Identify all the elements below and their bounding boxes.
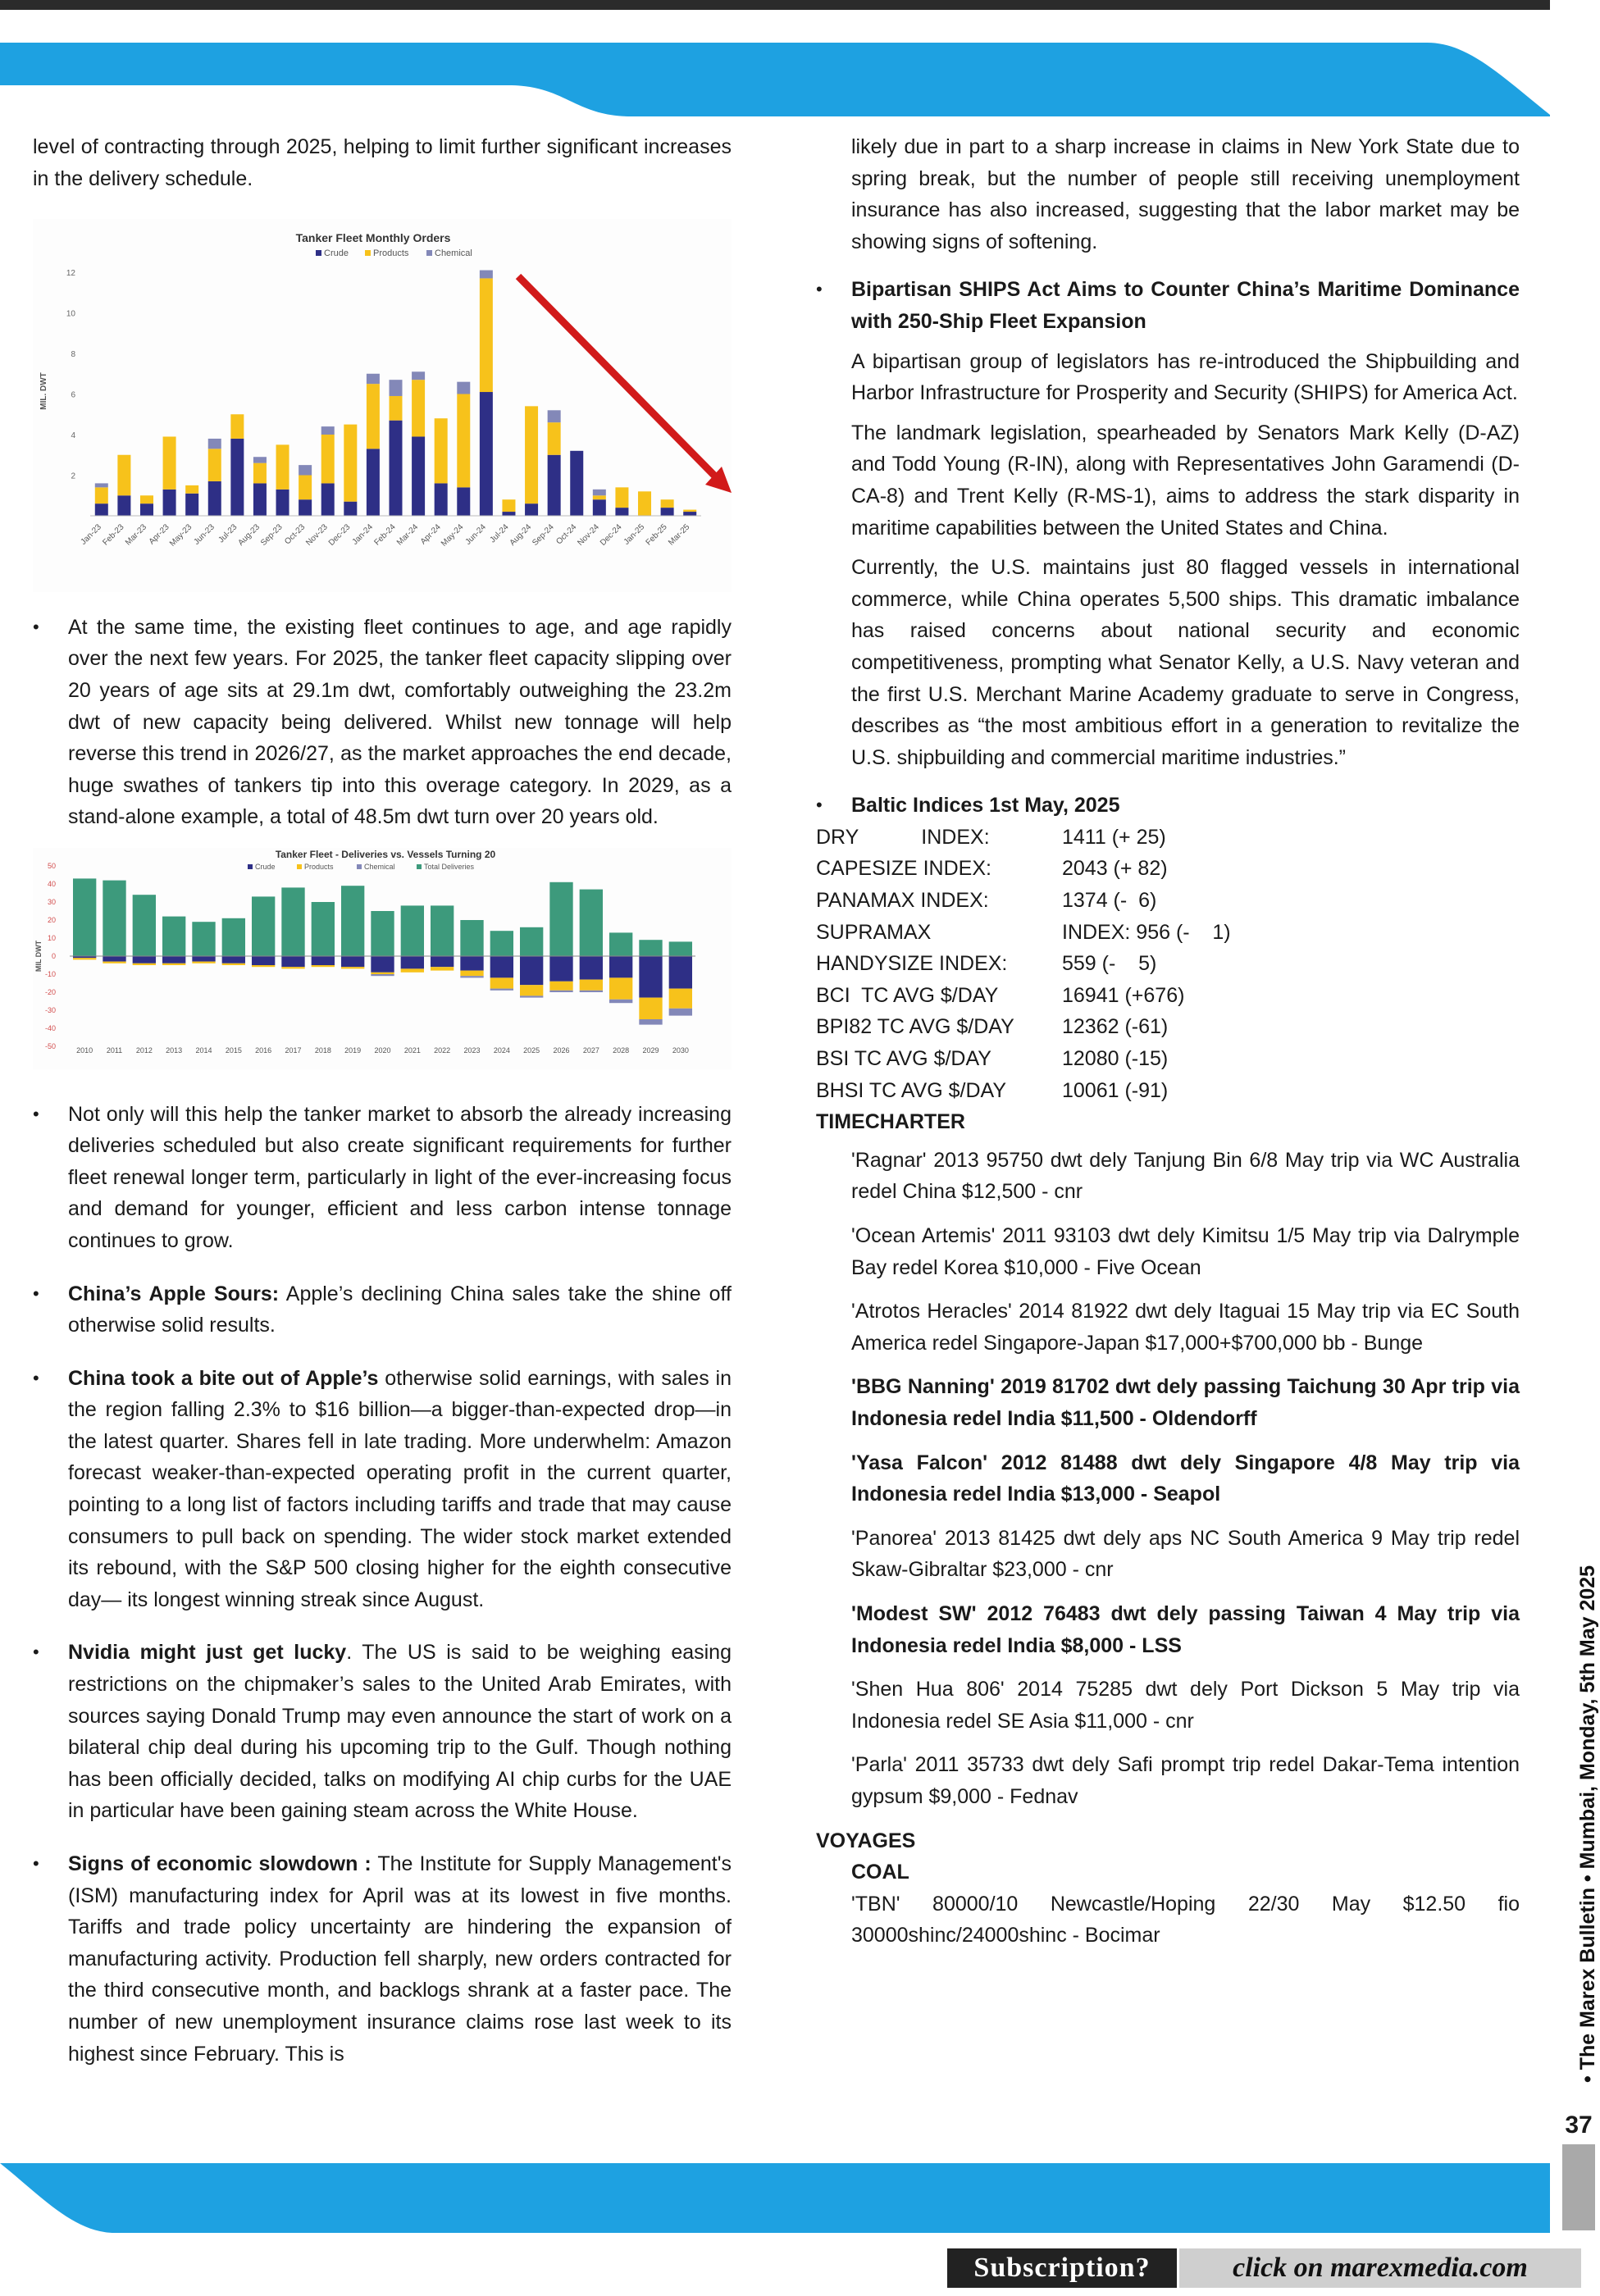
bar-segment-crude <box>580 956 603 980</box>
bar-segment-chemical <box>549 991 572 992</box>
y-tick-label: 30 <box>47 897 56 906</box>
bar-segment-products <box>593 495 606 499</box>
bar-segment-products <box>549 982 572 991</box>
bullet-icon: • <box>33 1282 39 1304</box>
bullet-heading: Nvidia might just get lucky <box>68 1641 347 1665</box>
bar-segment-chemical <box>480 271 493 279</box>
y-tick-label: 6 <box>71 390 75 400</box>
index-value: 12362 (-61) <box>1062 1015 1169 1039</box>
x-tick-label: 2018 <box>314 1046 331 1055</box>
bar-segment-products <box>103 962 125 963</box>
timecharter-entry: 'Shen Hua 806' 2014 75285 dwt dely Port Dickson 5 May trip via Indonesia redel SE Asia $11,000 - cnr <box>851 1678 1520 1733</box>
bar-segment-crude <box>401 956 424 968</box>
x-tick-label: 2015 <box>225 1046 242 1055</box>
page-number: 37 <box>1565 2112 1593 2139</box>
bar-segment-products <box>683 510 696 512</box>
intro-paragraph: level of contracting through 2025, helping to limit further significant increases in the delivery schedule. <box>33 135 732 190</box>
y-tick-label: 10 <box>47 933 56 942</box>
y-tick-label: 4 <box>71 431 75 441</box>
index-value: 10061 (-91) <box>1062 1078 1169 1102</box>
left-column <box>33 131 732 2070</box>
bar-total-deliveries <box>431 905 454 956</box>
index-value: 1374 (- 6) <box>1062 889 1157 913</box>
bar-segment-products <box>525 407 538 504</box>
bar-segment-chemical <box>520 995 543 997</box>
timecharter-heading: TIMECHARTER <box>816 1110 965 1134</box>
x-tick-label: 2026 <box>553 1046 570 1055</box>
bullet-icon: • <box>33 1853 39 1874</box>
bar-segment-crude <box>252 956 275 965</box>
bar-segment-crude <box>341 956 364 967</box>
x-tick-label: Jun-23 <box>192 522 217 547</box>
bar-segment-crude <box>95 503 108 516</box>
index-value: INDEX: 956 (- 1) <box>1062 920 1231 944</box>
bar-segment-crude <box>520 956 543 985</box>
bar-total-deliveries <box>222 918 245 956</box>
bar-segment-crude <box>431 956 454 967</box>
bar-segment-crude <box>412 437 425 517</box>
x-tick-label: Nov-24 <box>576 522 601 549</box>
bar-total-deliveries <box>103 881 125 956</box>
legend-label: Crude <box>324 248 349 259</box>
x-tick-label: Apr-23 <box>147 522 171 547</box>
bar-segment-products <box>192 962 215 963</box>
bar-segment-crude <box>502 512 515 516</box>
bullet-ships-act <box>816 274 1520 337</box>
bar-segment-products <box>162 963 185 965</box>
bar-total-deliveries <box>162 917 185 956</box>
bullet-text: otherwise solid earnings, with sales in the region falling 2.3% to $16 billion—a bigger-than-expected drop—in the latest quarter. Shares fell in late trading. More underwhelm: Amazon forecast weaker-than-expected operating profit in the current quarter, pointing to a long list of factors including tariffs and trade that may cause consumers to pull back on spending. The wider stock market extended its rebound, with the S&P 500 closing higher for the eighth consecutive day— its longest winning streak since August. <box>68 1366 732 1611</box>
top-bar <box>0 0 1550 10</box>
coal-entry: 'TBN' 80000/10 Newcastle/Hoping 22/30 May $12.50 fio 30000shinc/24000shinc - Bocimar <box>851 1892 1520 1947</box>
bar-segment-chemical <box>490 989 513 991</box>
bar-segment-chemical <box>95 484 108 488</box>
bar-segment-products <box>638 491 651 516</box>
x-tick-label: 2019 <box>344 1046 362 1055</box>
deliveries-vs-turning-20-chart <box>33 848 732 1069</box>
bar-total-deliveries <box>549 882 572 956</box>
legend-label: Chemical <box>435 248 472 259</box>
timecharter-entry: 'Panorea' 2013 81425 dwt dely aps NC South America 9 May trip redel Skaw-Gibraltar $23,000 - cnr <box>851 1526 1520 1582</box>
bar-segment-crude <box>281 956 304 967</box>
bar-segment-products <box>609 977 632 999</box>
bullet-text: Not only will this help the tanker market to absorb the already increasing deliveries scheduled but also create significant requirements for further fleet renewal longer term, particularly in light of the ever-increasing focus and demand for younger, efficient and less carbon intense tonnage continues to grow. <box>68 1102 732 1252</box>
bar-segment-crude <box>480 392 493 516</box>
legend-swatch <box>316 250 321 256</box>
bar-total-deliveries <box>460 920 483 956</box>
x-tick-label: Feb-23 <box>101 522 126 548</box>
bar-segment-crude <box>185 494 198 516</box>
x-tick-label: 2011 <box>106 1046 123 1055</box>
bar-segment-crude <box>192 956 215 962</box>
x-tick-label: Jan-24 <box>350 522 376 547</box>
y-tick-label: 20 <box>47 915 56 924</box>
bar-segment-chemical <box>253 457 267 462</box>
x-tick-label: 2021 <box>403 1046 421 1055</box>
x-tick-label: 2022 <box>434 1046 451 1055</box>
bar-segment-crude <box>548 455 561 516</box>
legend-label: Total Deliveries <box>424 862 475 871</box>
bar-segment-crude <box>133 956 156 963</box>
x-tick-label: Mar-25 <box>667 522 692 548</box>
bar-segment-crude <box>140 503 153 516</box>
bar-segment-chemical <box>299 465 312 475</box>
y-tick-label: -50 <box>44 1041 56 1050</box>
bar-segment-crude <box>525 503 538 516</box>
bar-total-deliveries <box>341 886 364 956</box>
legend-label: Products <box>304 862 334 871</box>
index-value: 2043 (+ 82) <box>1062 857 1168 881</box>
x-tick-label: 2020 <box>374 1046 391 1055</box>
x-tick-label: Jun-24 <box>463 522 488 547</box>
y-tick-label: 8 <box>71 350 75 360</box>
bar-segment-crude <box>208 481 221 516</box>
bullet-baltic <box>816 790 1520 822</box>
bar-segment-crude <box>163 490 176 516</box>
bar-segment-products <box>341 967 364 968</box>
x-tick-label: 2017 <box>285 1046 302 1055</box>
y-tick-label: 50 <box>47 861 56 870</box>
chart-title: Tanker Fleet Monthly Orders <box>295 231 451 245</box>
bar-segment-chemical <box>609 1000 632 1003</box>
bar-segment-products <box>580 980 603 991</box>
bar-segment-products <box>95 488 108 504</box>
bar-segment-products <box>435 418 448 483</box>
bar-segment-chemical <box>412 371 425 380</box>
bar-segment-crude <box>593 499 606 516</box>
timecharter-entry: 'Yasa Falcon' 2012 81488 dwt dely Singapore 4/8 May trip via Indonesia redel India $13,000 - Seapol <box>851 1451 1520 1506</box>
timecharter-entry: 'Atrotos Heracles' 2014 81922 dwt dely Itaguai 15 May trip via EC South America redel Singapore-Japan $17,000+$700,000 bb - Bunge <box>851 1300 1520 1355</box>
bar-segment-products <box>661 499 674 508</box>
monthly-orders-chart <box>33 219 732 592</box>
sidebar-title: • The Marex Bulletin • Mumbai, Monday, 5th May 2025 <box>1576 1565 1599 2083</box>
index-name: SUPRAMAX <box>816 920 932 944</box>
bar-segment-crude <box>669 956 692 989</box>
x-tick-label: Jul-24 <box>488 522 511 545</box>
bar-total-deliveries <box>133 895 156 956</box>
bar-segment-products <box>457 394 470 488</box>
index-name: DRY INDEX: <box>816 825 990 849</box>
bullet-apple-sours <box>33 1278 732 1342</box>
x-tick-label: 2012 <box>135 1046 153 1055</box>
bar-segment-crude <box>435 484 448 517</box>
bar-segment-crude <box>367 449 380 517</box>
bar-segment-chemical <box>460 976 483 977</box>
bar-segment-products <box>367 384 380 449</box>
bar-segment-crude <box>117 495 130 516</box>
timecharter-entry: 'Parla' 2011 35733 dwt dely Safi prompt trip redel Dakar-Tema intention gypsum $9,000 - Fednav <box>851 1753 1520 1808</box>
legend-swatch <box>365 250 371 256</box>
bar-total-deliveries <box>639 940 662 956</box>
bar-segment-products <box>344 425 357 502</box>
bullet-icon: • <box>33 616 39 637</box>
bar-segment-products <box>460 971 483 977</box>
subscription-label: Subscription? <box>947 2248 1177 2288</box>
y-tick-label: -30 <box>44 1005 56 1014</box>
bar-segment-products <box>117 455 130 496</box>
bar-segment-products <box>208 449 221 482</box>
x-tick-label: Oct-23 <box>283 522 308 547</box>
legend-label: Products <box>373 248 409 259</box>
bar-segment-crude <box>321 484 335 517</box>
y-axis-label: MIL DWT <box>34 940 43 973</box>
coal-heading: COAL <box>851 1861 909 1884</box>
index-value: 12080 (-15) <box>1062 1047 1169 1071</box>
bar-segment-crude <box>103 956 125 962</box>
bullet-icon: • <box>816 795 823 816</box>
legend-swatch <box>357 864 362 869</box>
legend-label: Chemical <box>364 862 395 871</box>
bar-total-deliveries <box>312 902 335 956</box>
bar-segment-crude <box>276 490 289 516</box>
index-name: PANAMAX INDEX: <box>816 889 989 913</box>
bullet-icon: • <box>33 1103 39 1124</box>
timecharter-entry: 'Ocean Artemis' 2011 93103 dwt dely Kimitsu 1/5 May trip via Dalrymple Bay redel Korea $10,000 - Five Ocean <box>851 1224 1520 1279</box>
bar-segment-crude <box>299 499 312 516</box>
bar-segment-crude <box>460 956 483 971</box>
index-name: BSI TC AVG $/DAY <box>816 1047 991 1071</box>
x-tick-label: Dec-24 <box>598 522 624 549</box>
bar-segment-crude <box>371 956 394 973</box>
bar-segment-crude <box>661 508 674 516</box>
x-tick-label: 2016 <box>255 1046 272 1055</box>
x-tick-label: Feb-24 <box>372 522 398 548</box>
bar-segment-chemical <box>669 1009 692 1016</box>
index-value: 559 (- 5) <box>1062 952 1157 976</box>
x-tick-label: 2027 <box>582 1046 599 1055</box>
bar-segment-products <box>480 279 493 393</box>
x-tick-label: May-24 <box>440 522 466 549</box>
bar-segment-products <box>230 414 244 439</box>
bar-total-deliveries <box>281 887 304 956</box>
bar-segment-crude <box>639 956 662 998</box>
x-tick-label: 2030 <box>672 1046 689 1055</box>
bullet-heading: China took a bite out of Apple’s <box>68 1366 379 1390</box>
bullet-icon: • <box>33 1642 39 1663</box>
x-tick-label: Apr-24 <box>418 522 443 547</box>
bar-segment-chemical <box>321 426 335 435</box>
x-tick-label: 2025 <box>523 1046 540 1055</box>
bullet-nvidia <box>33 1637 732 1827</box>
bar-segment-products <box>312 965 335 967</box>
legend-swatch <box>417 864 422 869</box>
y-tick-label: -40 <box>44 1023 56 1032</box>
ships-paragraph-1: A bipartisan group of legislators has re-introduced the Shipbuilding and Harbor Infrastructure for Prosperity and Security (SHIPS) for America Act. <box>851 349 1520 405</box>
bar-total-deliveries <box>252 896 275 956</box>
continued-paragraph: likely due in part to a sharp increase in claims in New York State due to spring break, but the number of people still receiving unemployment insurance has also increased, suggesting that the labor market may be showing signs of softening. <box>851 135 1520 253</box>
bar-segment-crude <box>230 439 244 516</box>
bar-segment-products <box>222 963 245 965</box>
x-tick-label: Sep-24 <box>531 522 556 549</box>
bar-segment-products <box>73 958 96 959</box>
bar-total-deliveries <box>73 878 96 956</box>
y-tick-label: -20 <box>44 987 56 996</box>
bar-segment-products <box>502 499 515 512</box>
bar-segment-products <box>371 973 394 974</box>
bar-segment-chemical <box>371 974 394 976</box>
x-tick-label: Aug-24 <box>508 522 534 549</box>
bar-total-deliveries <box>580 890 603 956</box>
bar-total-deliveries <box>609 932 632 956</box>
bar-segment-products <box>548 422 561 455</box>
x-tick-label: Mar-24 <box>395 522 421 548</box>
bullet-icon: • <box>33 1367 39 1388</box>
bar-segment-products <box>490 977 513 988</box>
footer-wave <box>0 2163 1550 2233</box>
bar-segment-crude <box>312 956 335 965</box>
bar-segment-crude <box>615 508 628 516</box>
y-axis-label: MIL. DWT <box>39 372 48 410</box>
index-name: HANDYSIZE INDEX: <box>816 952 1008 976</box>
y-tick-label: 0 <box>51 951 56 960</box>
y-tick-label: 40 <box>47 879 56 888</box>
bar-segment-crude <box>344 502 357 516</box>
timecharter-entry: 'Ragnar' 2013 95750 dwt dely Tanjung Bin 6/8 May trip via WC Australia redel China $12,500 - cnr <box>851 1148 1520 1204</box>
bullet-fleet-age <box>33 612 732 833</box>
bar-segment-chemical <box>593 490 606 495</box>
x-tick-label: Oct-24 <box>554 522 579 547</box>
bar-segment-products <box>276 445 289 490</box>
x-tick-label: 2023 <box>463 1046 481 1055</box>
x-tick-label: 2014 <box>195 1046 212 1055</box>
bullet-heading: China’s Apple Sours: <box>68 1282 280 1305</box>
x-tick-label: Feb-25 <box>644 522 669 548</box>
bar-segment-products <box>281 967 304 968</box>
bullet-heading: Signs of economic slowdown : <box>68 1852 372 1875</box>
bullet-apple-china <box>33 1363 732 1616</box>
y-tick-label: -10 <box>44 969 56 978</box>
bar-segment-chemical <box>457 382 470 394</box>
chart-title: Tanker Fleet - Deliveries vs. Vessels Turning 20 <box>275 848 496 860</box>
legend-swatch <box>248 864 253 869</box>
bar-total-deliveries <box>371 911 394 956</box>
index-name: BHSI TC AVG $/DAY <box>816 1078 1007 1102</box>
bar-segment-crude <box>162 956 185 963</box>
bullet-fleet-renewal <box>33 1099 732 1257</box>
bar-segment-chemical <box>208 439 221 449</box>
bar-segment-products <box>389 396 402 421</box>
bar-segment-products <box>299 476 312 500</box>
bullet-text: The Institute for Supply Management's (ISM) manufacturing index for April was at its lowest in five months. Tariffs and trade policy uncertainty are hindering the expansion of manufacturing activity. Production fell sharply, new orders contracted for the third consecutive month, and backlogs shrank at a faster pace. The number of new unemployment insurance claims rose last week to its highest since February. This is <box>68 1852 732 2066</box>
bar-segment-crude <box>457 488 470 517</box>
index-name: BCI TC AVG $/DAY <box>816 983 999 1007</box>
bar-total-deliveries <box>520 927 543 956</box>
bullet-text: Apple’s declining China sales take the shine off otherwise solid results. <box>68 1282 732 1337</box>
bar-segment-crude <box>683 512 696 516</box>
x-tick-label: Dec-23 <box>326 522 353 549</box>
x-tick-label: 2028 <box>613 1046 630 1055</box>
bar-segment-crude <box>609 956 632 977</box>
index-value: 16941 (+676) <box>1062 983 1185 1007</box>
index-name: CAPESIZE INDEX: <box>816 857 991 881</box>
bar-segment-products <box>163 437 176 490</box>
right-column <box>816 131 1520 1952</box>
x-tick-label: 2010 <box>76 1046 93 1055</box>
bar-segment-crude <box>570 451 583 516</box>
bar-segment-products <box>401 968 424 972</box>
bar-segment-products <box>669 989 692 1009</box>
bullet-slowdown <box>33 1848 732 2070</box>
x-tick-label: Mar-23 <box>123 522 149 548</box>
legend-swatch <box>297 864 302 869</box>
bar-segment-products <box>321 435 335 483</box>
x-tick-label: 2024 <box>493 1046 510 1055</box>
x-tick-label: May-23 <box>167 522 194 549</box>
ships-heading: Bipartisan SHIPS Act Aims to Counter China’s Maritime Dominance with 250-Ship Fleet Expansion <box>851 278 1520 333</box>
bar-segment-chemical <box>389 380 402 396</box>
ships-paragraph-3: Currently, the U.S. maintains just 80 flagged vessels in international commerce, while China operates 5,500 ships. This dramatic imbalance has raised concerns about national security and economic competitiveness, prompting what Senator Kelly, a U.S. Navy veteran and the first U.S. Merchant Marine Academy graduate to serve in Congress, describes as “the most ambitious effort in a generation to revitalize the U.S. shipbuilding and commercial maritime industries.” <box>851 556 1520 769</box>
bar-segment-crude <box>490 956 513 977</box>
x-tick-label: Sep-23 <box>259 522 285 549</box>
timecharter-list <box>816 1145 1520 1813</box>
bar-segment-products <box>185 485 198 494</box>
bar-segment-chemical <box>639 1019 662 1025</box>
voyages-heading: VOYAGES <box>816 1829 916 1852</box>
bar-segment-crude <box>253 484 267 517</box>
bar-segment-products <box>639 998 662 1019</box>
baltic-indices-table <box>816 822 1520 1106</box>
y-tick-label: 12 <box>66 269 75 279</box>
bar-segment-crude <box>389 421 402 516</box>
index-name: BPI82 TC AVG $/DAY <box>816 1015 1014 1039</box>
bar-segment-products <box>133 963 156 965</box>
bar-segment-chemical <box>367 374 380 384</box>
bar-total-deliveries <box>401 905 424 956</box>
bar-segment-crude <box>222 956 245 963</box>
bar-segment-products <box>252 965 275 967</box>
y-tick-label: 2 <box>71 472 75 481</box>
index-value: 1411 (+ 25) <box>1062 825 1166 849</box>
legend-label: Crude <box>255 862 276 871</box>
x-tick-label: 2013 <box>166 1046 183 1055</box>
y-tick-label: 10 <box>66 309 75 319</box>
bar-segment-products <box>615 488 628 508</box>
bar-segment-chemical <box>580 991 603 992</box>
bar-segment-products <box>520 985 543 995</box>
bar-segment-products <box>140 495 153 503</box>
bar-total-deliveries <box>192 922 215 956</box>
ships-paragraph-2: The landmark legislation, spearheaded by Senators Mark Kelly (D-AZ) and Todd Young (R-IN), along with Representatives John Garamendi (D-CA-8) and Trent Kelly (R-MS-1), aims to address the stark disparity in maritime capabilities between the United States and China. <box>851 421 1520 540</box>
x-tick-label: Aug-23 <box>236 522 262 549</box>
bullet-icon: • <box>816 279 823 300</box>
bar-total-deliveries <box>669 941 692 956</box>
legend-swatch <box>426 250 432 256</box>
bar-segment-products <box>253 463 267 484</box>
bullet-text: . The US is said to be weighing easing restrictions on the chipmaker’s sales to the United Arab Emirates, with sources saying Donald Trump may even announce the start of work on a bilateral chip deal during his upcoming trip to the Gulf. Though nothing has been officially decided, talks on modifying AI chip curbs for the UAE in particular have been gaining steam across the White House. <box>68 1641 732 1823</box>
x-tick-label: Nov-23 <box>304 522 330 549</box>
x-tick-label: 2029 <box>642 1046 659 1055</box>
subscription-link[interactable]: click on marexmedia.com <box>1179 2248 1581 2288</box>
header-wave <box>0 43 1550 116</box>
x-tick-label: Jul-23 <box>217 522 239 545</box>
bar-total-deliveries <box>490 931 513 956</box>
timecharter-entry: 'BBG Nanning' 2019 81702 dwt dely passing Taichung 30 Apr trip via Indonesia redel India $11,500 - Oldendorff <box>851 1375 1520 1430</box>
bar-segment-products <box>431 967 454 970</box>
baltic-heading: Baltic Indices 1st May, 2025 <box>851 794 1120 818</box>
x-tick-label: Jan-25 <box>622 522 647 547</box>
bullet-text: At the same time, the existing fleet continues to age, and age rapidly over the next few years. For 2025, the tanker fleet capacity slipping over 20 years of age sits at 29.1m dwt, comfortably outweighing the 23.2m dwt of new capacity being delivered. Whilst new tonnage will help reverse this trend in 2026/27, as the market approaches the end decade, huge swathes of tankers tip into this overage category. In 2029, as a stand-alone example, a total of 48.5m dwt turn over 20 years old. <box>68 615 732 829</box>
x-tick-label: Jan-23 <box>79 522 103 547</box>
bar-segment-products <box>412 380 425 436</box>
timecharter-entry: 'Modest SW' 2012 76483 dwt dely passing Taiwan 4 May trip via Indonesia redel India $8,000 - LSS <box>851 1601 1520 1657</box>
bar-segment-chemical <box>548 410 561 422</box>
bar-segment-crude <box>549 956 572 982</box>
sidebar-gray-bar <box>1562 2144 1595 2230</box>
